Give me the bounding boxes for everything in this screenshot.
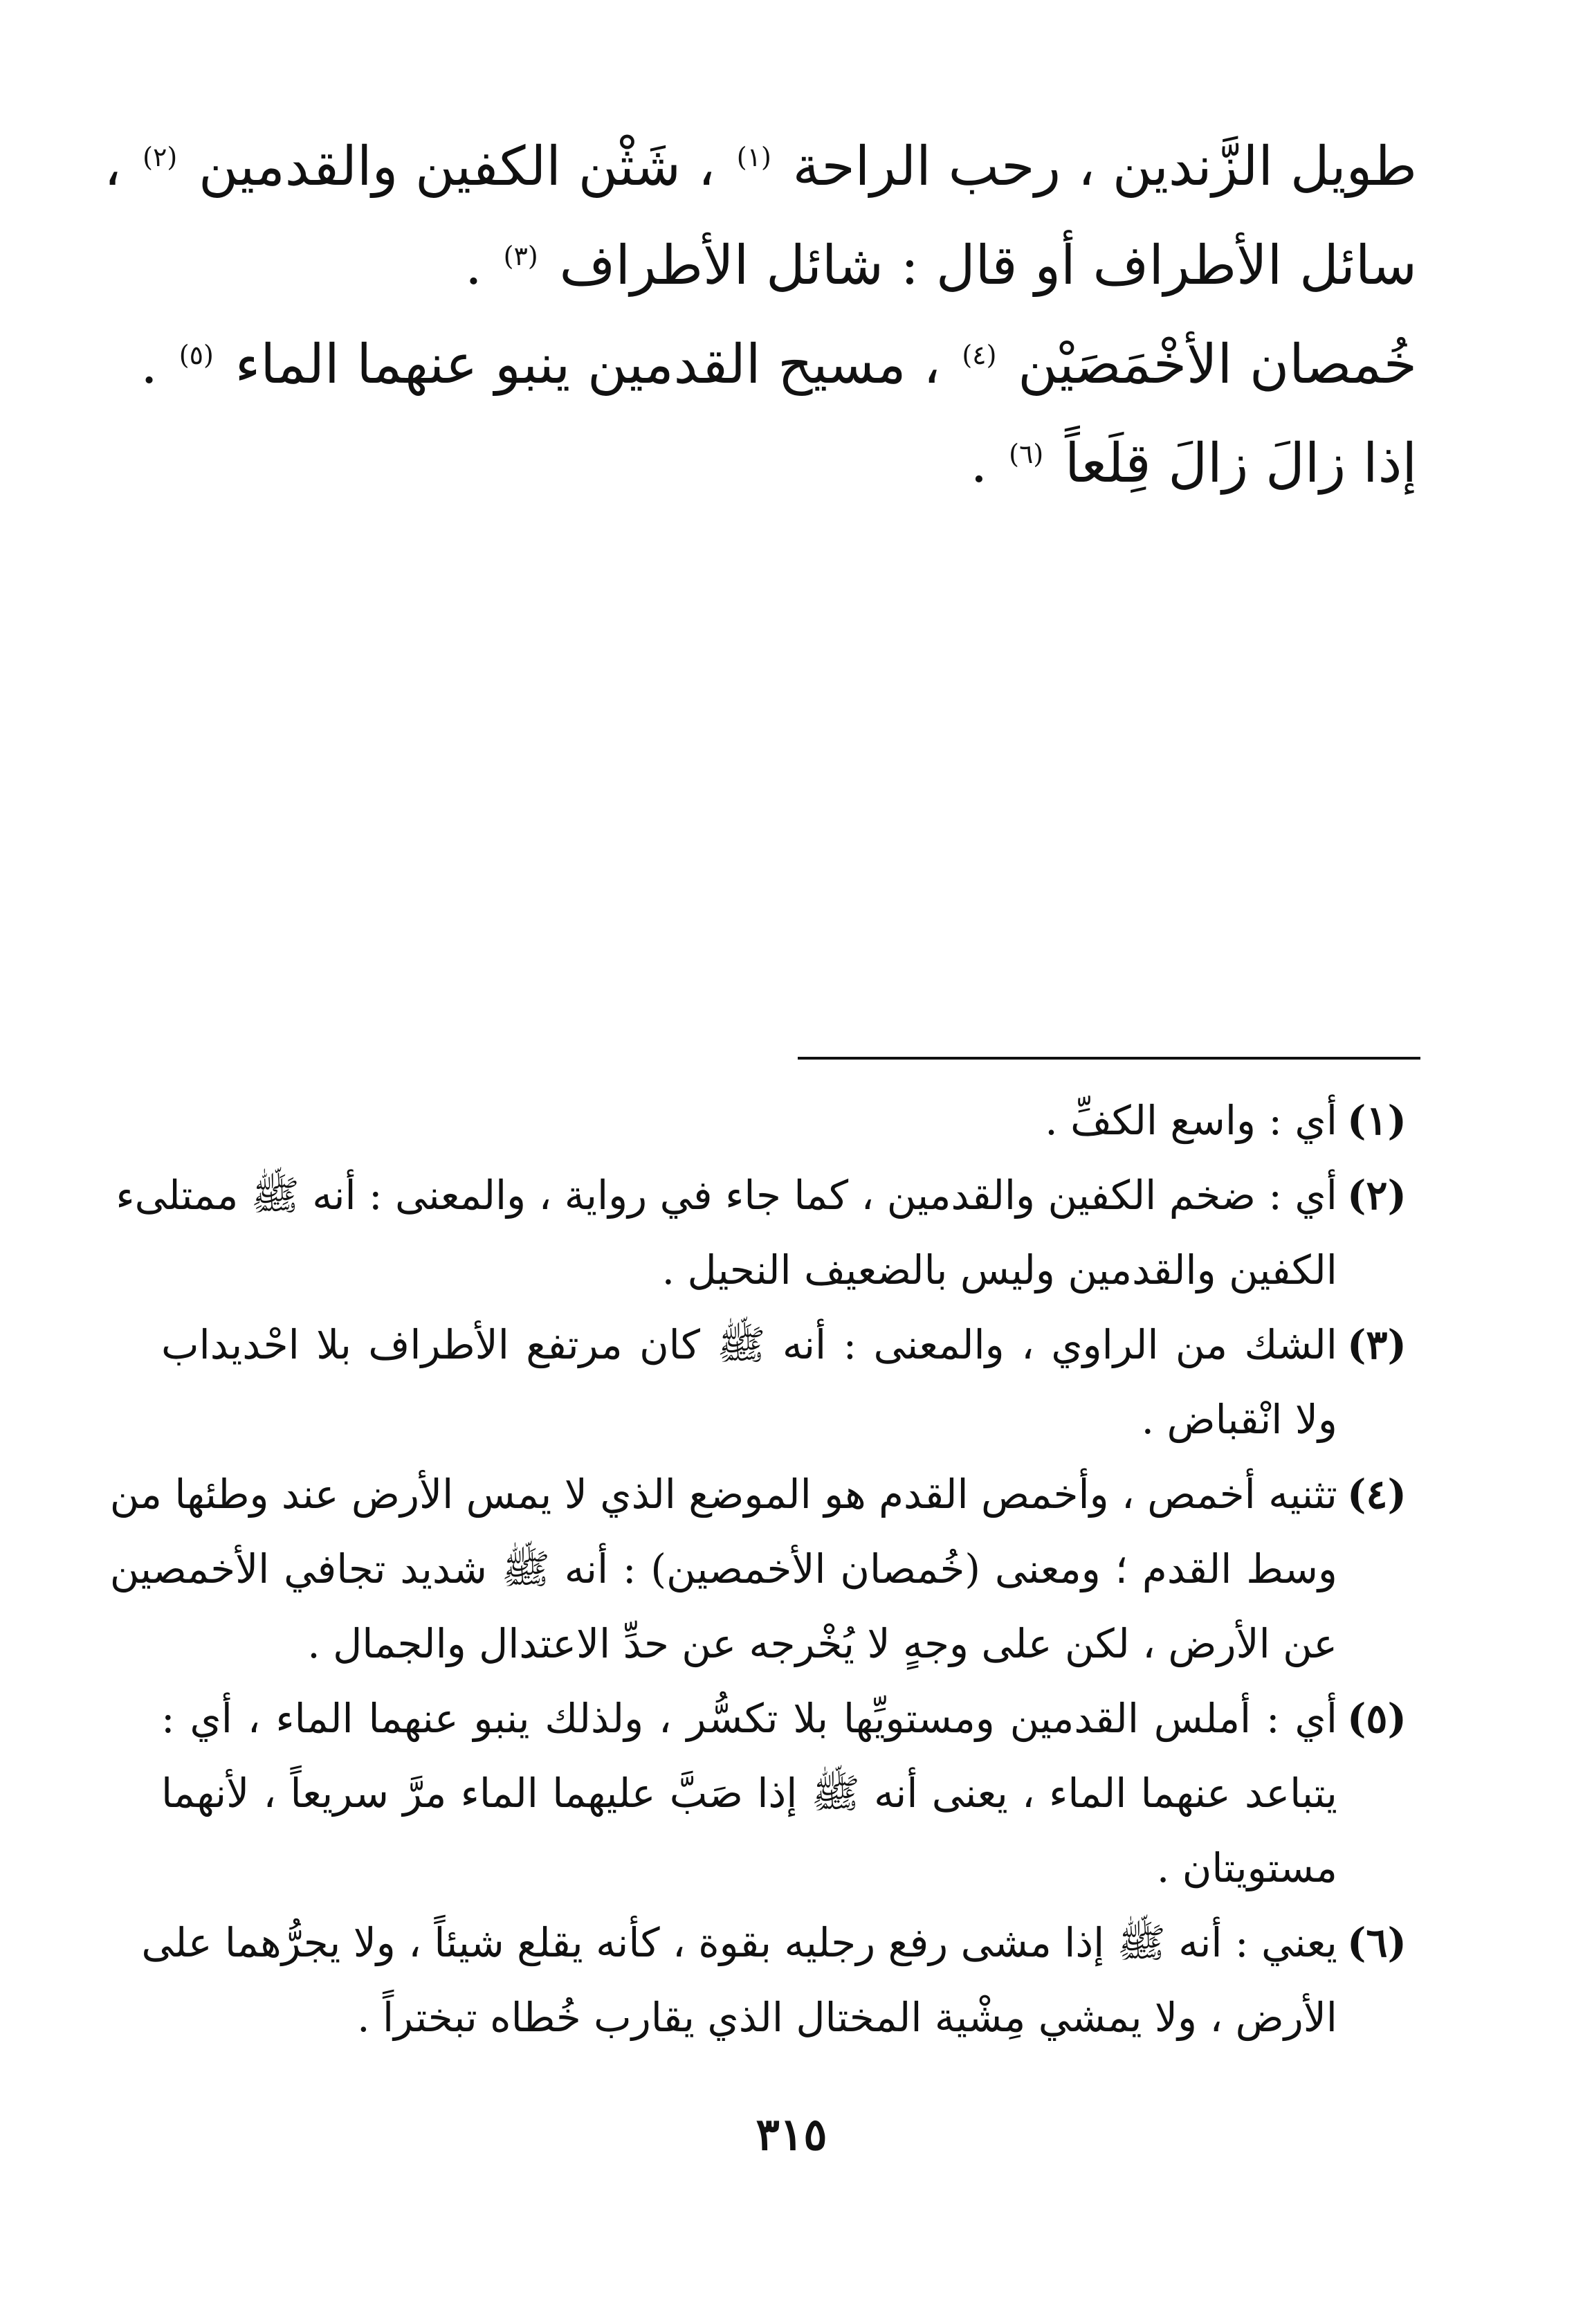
- main-line-1-part-2: ، شَثْن الكفين والقدمين: [199, 136, 715, 198]
- main-line-3-part-1: خُمصان الأخْمَصَيْن: [1018, 334, 1417, 396]
- footnotes: [109, 1083, 1407, 2055]
- footnote-number: (١): [1346, 1097, 1407, 1144]
- footnote-line: الأرض ، ولا يمشي مِشْية المختال الذي يقارب خُطاه تبختراً .: [357, 1994, 1337, 2041]
- main-line-1: [104, 118, 1417, 217]
- footnote-marker-3: (٣): [503, 241, 538, 271]
- main-line-3-part-2: ، مسيح القدمين ينبو عنهما الماء: [235, 334, 941, 396]
- footnote-number: (٣): [1346, 1321, 1407, 1368]
- footnote-divider: [798, 1057, 1420, 1060]
- main-line-1-part-1: طويل الزَّندين ، رحب الراحة: [792, 136, 1417, 198]
- footnote-line: أي : ضخم الكفين والقدمين ، كما جاء في رواية ، والمعنى : أنه ﷺ ممتلىء: [116, 1172, 1337, 1219]
- footnote-line: وسط القدم ؛ ومعنى (خُمصان الأخمصين) : أنه ﷺ شديد تجافي الأخمصين: [109, 1545, 1337, 1592]
- main-line-3: [140, 316, 1417, 415]
- footnote-body: [161, 1083, 1337, 1158]
- footnote-body: [141, 1905, 1337, 2055]
- footnote-body: [161, 1681, 1337, 1905]
- footnote-line: الشك من الراوي ، والمعنى : أنه ﷺ كان مرتفع الأطراف بلا احْديداب: [161, 1321, 1337, 1368]
- footnote-line: أي : واسع الكفِّ .: [1045, 1097, 1337, 1144]
- footnote-1: [161, 1083, 1407, 1158]
- footnote-number: (٤): [1346, 1471, 1407, 1518]
- main-line-3-part-3: .: [140, 334, 158, 396]
- main-line-4-part-1: إذا زالَ زالَ قِلَعاً: [1065, 433, 1417, 495]
- page-number: ٣١٥: [756, 2109, 827, 2161]
- main-line-2-part-2: .: [465, 235, 482, 297]
- footnote-line: يتباعد عنهما الماء ، يعنى أنه ﷺ إذا صَبَّ عليهما الماء مرَّ سريعاً ، لأنهما: [161, 1770, 1337, 1817]
- footnote-4: [109, 1457, 1407, 1681]
- main-line-2: [151, 217, 1417, 316]
- footnote-line: يعني : أنه ﷺ إذا مشى رفع رجليه بقوة ، كأنه يقلع شيئاً ، ولا يجرُّهما على: [141, 1919, 1337, 1966]
- footnote-2: [116, 1158, 1407, 1307]
- footnote-body: [116, 1158, 1337, 1307]
- footnote-line: أي : أملس القدمين ومستويِّها بلا تكسُّر ، ولذلك ينبو عنهما الماء ، أي :: [161, 1695, 1337, 1742]
- footnote-number: (٢): [1346, 1172, 1407, 1219]
- footnote-5: [161, 1681, 1407, 1905]
- footnote-body: [161, 1307, 1337, 1457]
- footnote-number: (٦): [1346, 1919, 1407, 1966]
- footnote-line: ولا انْقباض .: [1141, 1396, 1337, 1443]
- footnote-line: مستويتان .: [1156, 1844, 1337, 1891]
- footnote-6: [141, 1905, 1407, 2055]
- footnote-3: [161, 1307, 1407, 1457]
- footnote-line: عن الأرض ، لكن على وجهٍ لا يُخْرجه عن حدِّ الاعتدال والجمال .: [307, 1620, 1337, 1667]
- main-line-4-part-2: .: [970, 433, 988, 495]
- main-line-2-part-1: سائل الأطراف أو قال : شائل الأطراف: [559, 235, 1417, 297]
- footnote-marker-1: (١): [736, 142, 771, 172]
- footnote-marker-6: (٦): [1009, 439, 1044, 469]
- footnote-line: الكفين والقدمين وليس بالضعيف النحيل .: [661, 1246, 1337, 1293]
- main-line-1-part-3: ،: [104, 136, 122, 198]
- main-text: [104, 118, 1417, 514]
- footnote-marker-2: (٢): [143, 142, 178, 172]
- footnote-body: [110, 1457, 1337, 1681]
- main-line-4: [151, 415, 1417, 514]
- footnote-marker-5: (٥): [179, 340, 214, 370]
- footnote-number: (٥): [1346, 1695, 1407, 1742]
- footnote-marker-4: (٤): [962, 340, 997, 370]
- footnote-line: تثنيه أخمص ، وأخمص القدم هو الموضع الذي لا يمس الأرض عند وطئها من: [109, 1471, 1337, 1518]
